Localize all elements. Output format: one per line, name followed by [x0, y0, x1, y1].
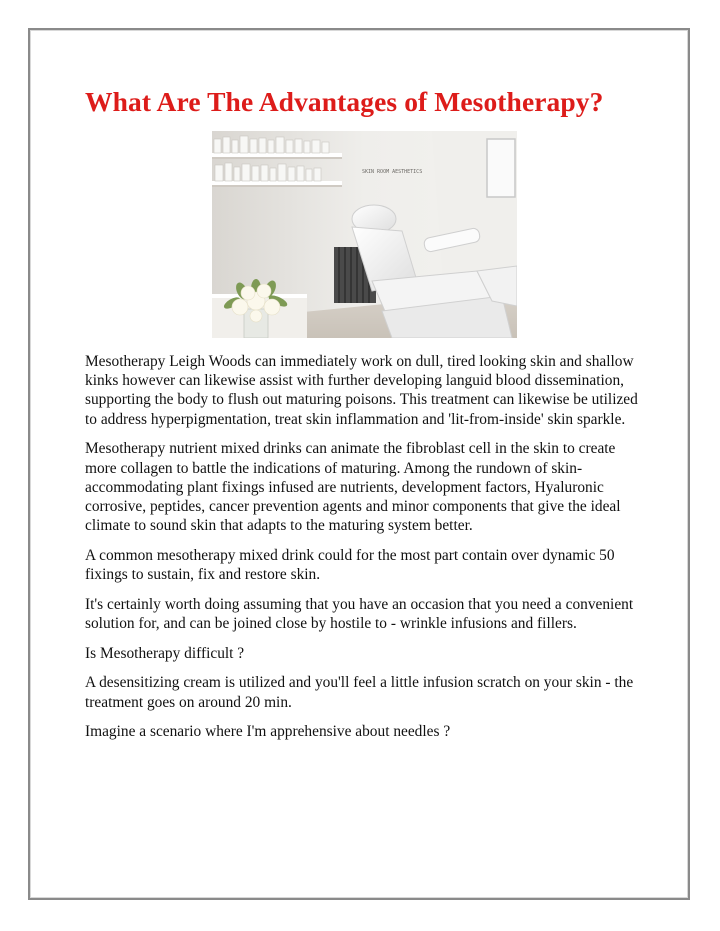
article-body — [85, 352, 645, 752]
wall-sign-text: SKIN ROOM AESTHETICS — [362, 169, 423, 175]
paragraph: Mesotherapy nutrient mixed drinks can animate the fibroblast cell in the skin to create more collagen to battle the indications of maturing. Among the rundown of skin-accommodating plant fixings infused are nutrients, development factors, Hyaluronic corrosive, peptides, cancer prevention agents and minor components that give the ideal climate to sound skin that adapts to the maturing system better. — [85, 440, 621, 535]
paragraph: A common mesotherapy mixed drink could for the most part contain over dynamic 50 fixings to sustain, fix and restore skin. — [85, 546, 615, 584]
paragraph: Mesotherapy Leigh Woods can immediately work on dull, tired looking skin and shallow kinks however can likewise assist with further developing languid blood dissemination, supporting the body to flush out maturing poisons. This treatment can likewise be utilized to address hyperpigmentation, treat skin inflammation and 'lit-from-inside' skin sparkle. — [85, 353, 638, 428]
paragraph: A desensitizing cream is utilized and you'll feel a little infusion scratch on your skin - the treatment goes on around 20 min. — [85, 674, 634, 711]
question-heading: Imagine a scenario where I'm apprehensive about needles ? — [85, 723, 451, 741]
page-title: What Are The Advantages of Mesotherapy? — [85, 86, 604, 117]
treatment-room-photo — [212, 131, 517, 338]
paragraph: It's certainly worth doing assuming that you have an occasion that you need a convenient solution for, and can be joined close by hostile to - wrinkle infusions and fillers. — [85, 595, 634, 632]
question-heading: Is Mesotherapy difficult ? — [85, 644, 245, 662]
